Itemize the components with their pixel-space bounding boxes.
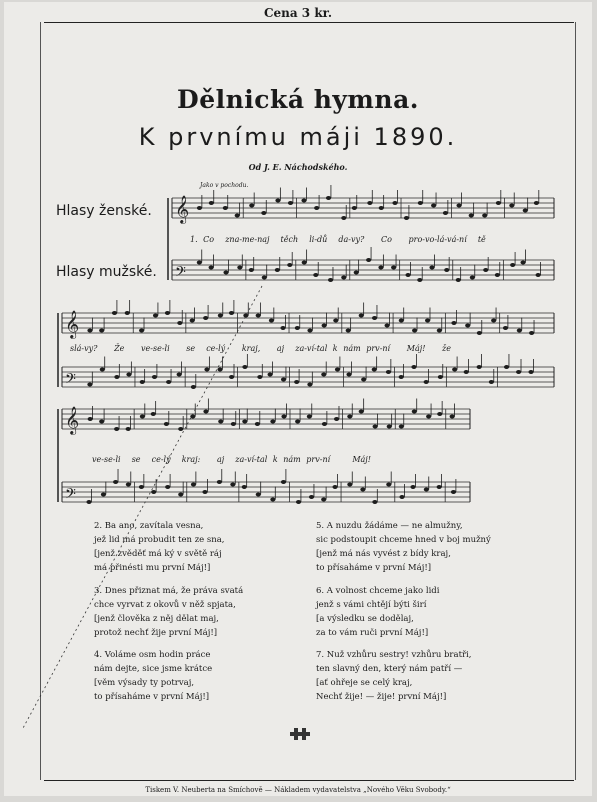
music-score bbox=[4, 2, 597, 802]
song-subtitle: K prvnímu máji 1890. bbox=[138, 123, 458, 151]
svg-text:𝄢: 𝄢 bbox=[65, 486, 76, 506]
author-line: Od J. E. Náchodského. bbox=[248, 162, 348, 172]
staff-1 bbox=[172, 185, 554, 224]
price-label: Cena 3 kr. bbox=[263, 6, 333, 20]
svg-text:𝄞: 𝄞 bbox=[65, 406, 80, 434]
staff-6 bbox=[62, 469, 470, 506]
bottom-rule bbox=[44, 780, 574, 781]
svg-text:𝄞: 𝄞 bbox=[65, 310, 80, 338]
staff-5 bbox=[62, 399, 470, 436]
verse-3: 3. Dnes přiznat má, že práva svatá chce vyrvat z okovů v něž spjata, [jenž člověka z něj dělat maj, protož nechť žije první Máj!] bbox=[94, 586, 244, 638]
svg-text:𝄢: 𝄢 bbox=[65, 371, 76, 391]
svg-text:𝄞: 𝄞 bbox=[175, 195, 190, 223]
verse-5: 5. A nuzdu žádáme — ne almužny, sic podstoupit chceme hned v boj mužný [jenž má nás vyvést z bídy kraj, to přísaháme v první Máj!] bbox=[316, 521, 491, 573]
staff-3 bbox=[62, 300, 554, 339]
verse-7: 7. Nuž vzhůru sestry! vzhůru bratři, ten slavný den, který nám patří — [ať ohřeje se celý kraj, Nechť žije! — žije! první Máj!] bbox=[316, 650, 472, 702]
voice-label-women: Hlasy ženské. bbox=[56, 203, 152, 219]
staff-4 bbox=[62, 354, 554, 391]
lyric-line-2: slá-vy? Že ve-se-li se ce-lý kraj, aj za-ví-tal k nám prv-ní Máj! že bbox=[70, 344, 451, 353]
lyric-line-3: ve-se-li se ce-lý kraj: aj za-ví-tal k nám prv-ní Máj! bbox=[92, 455, 371, 464]
staff-2 bbox=[172, 247, 554, 284]
imprint-footer: Tiskem V. Neuberta na Smíchově — Nákladem vydavatelstva „Nového Věku Svobody.“ bbox=[145, 786, 451, 794]
verse-6: 6. A volnost chceme jako lidi jenž s vámi chtějí býti širí [a výsledku se dodělaj, za to vám ruči první Máj!] bbox=[316, 586, 440, 638]
verse-2: 2. Ba ano, zavítala vesna, jež lid má probudit ten ze sna, [jenž zvěděť má ký v světě ráj má přinésti mu první Máj!] bbox=[94, 521, 225, 573]
voice-label-men: Hlasy mužské. bbox=[56, 264, 157, 280]
lyric-line-1: 1. Co zna-me-naj těch li-dů da-vy? Co pro-vo-lá-vá-ní tě bbox=[190, 235, 486, 244]
verse-4: 4. Volámе osm hodin práce nám dejte, sice jsme krátce [věm výsady ty potrvaj, to přísaháme v první Máj!] bbox=[94, 650, 213, 702]
sheet bbox=[4, 2, 592, 796]
tempo-marking: Jako v pochodu. bbox=[200, 182, 249, 189]
song-title: Dělnická hymna. bbox=[177, 85, 419, 114]
svg-text:𝄢: 𝄢 bbox=[175, 264, 186, 284]
